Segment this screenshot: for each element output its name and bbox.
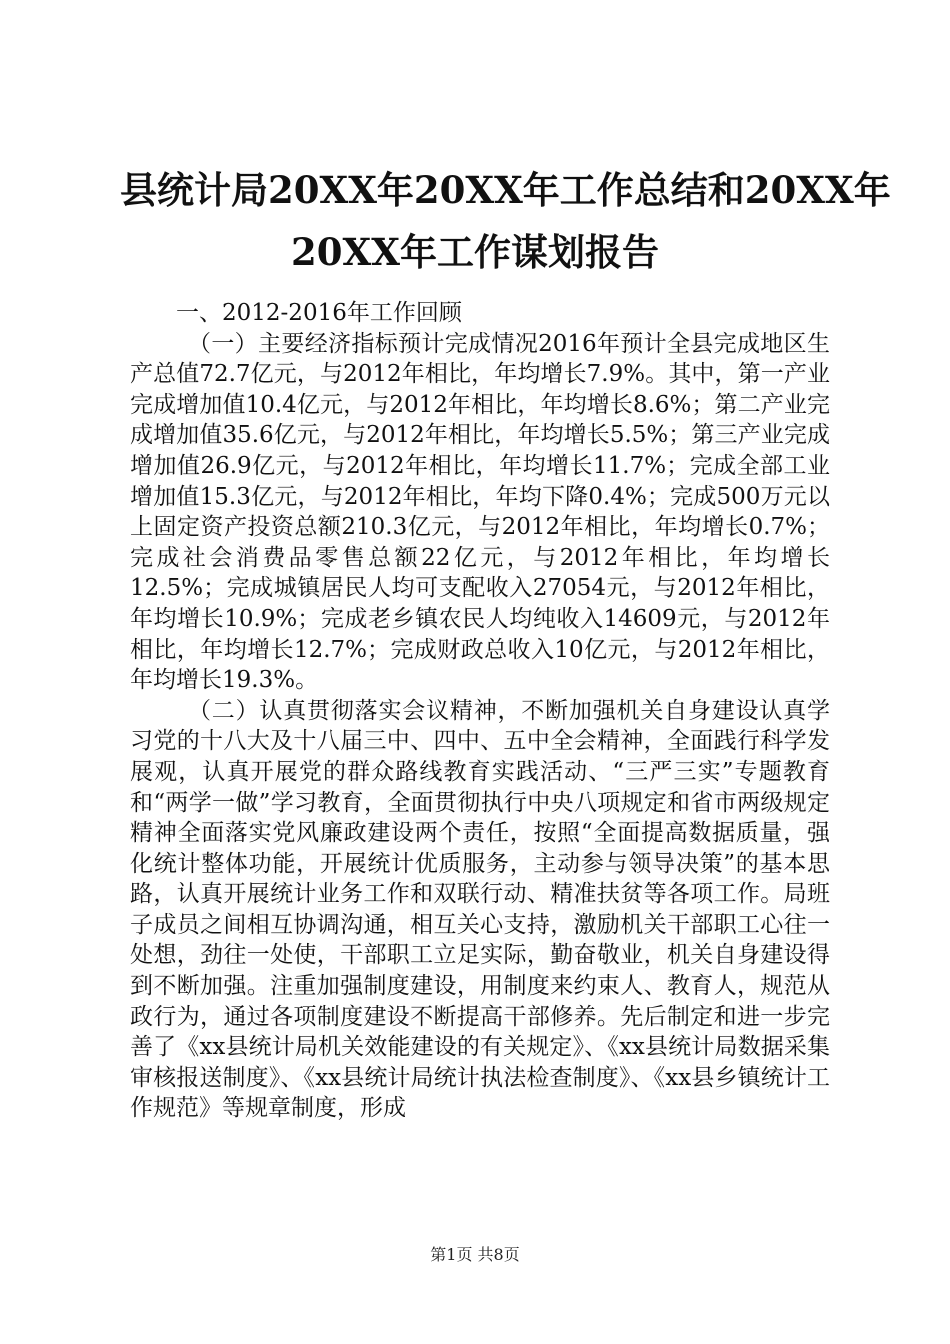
page-footer: 第1页 共8页 (430, 1245, 520, 1264)
document-body (130, 298, 830, 1124)
section-heading: 一、2012-2016年工作回顾 (176, 300, 462, 326)
paragraph-organization-building: （二）认真贯彻落实会议精神，不断加强机关自身建设认真学习党的十八大及十八届三中、四中、五中全会精神，全面践行科学发展观，认真开展党的群众路线教育实践活动、“三严三实”专题教育和“两学一做”学习教育，全面贯彻执行中央八项规定和省市两级规定精神全面落实党风廉政建设两个责任，按照“全面提高数据质量，强化统计整体功能，开展统计优质服务，主动参与领导决策”的基本思路，认真开展统计业务工作和双联行动、精准扶贫等各项工作。局班子成员之间相互协调沟通，相互关心支持，激励机关干部职工心往一处想，劲往一处使，干部职工立足实际，勤奋敬业，机关自身建设得到不断加强。注重加强制度建设，用制度来约束人、教育人，规范从政行为，通过各项制度建设不断提高干部修养。先后制定和进一步完善了《xx县统计局机关效能建设的有关规定》、《xx县统计局数据采集审核报送制度》、《xx县统计局统计执法检查制度》、《xx县乡镇统计工作规范》等规章制度，形成 (130, 697, 830, 1122)
document-title-line1: 县统计局20XX年20XX年工作总结和20XX年 (120, 168, 891, 212)
paragraph-economic-indicators: （一）主要经济指标预计完成情况2016年预计全县完成地区生产总值72.7亿元，与2012年相比，年均增长7.9%。其中，第一产业完成增加值10.4亿元，与2012年相比，年均增长8.6%；第二产业完成增加值35.6亿元，与2012年相比，年均增长5.5%；第三产业完成增加值26.9亿元，与2012年相比，年均增长11.7%；完成全部工业增加值15.3亿元，与2012年相比，年均下降0.4%；完成500万元以上固定资产投资总额210.3亿元，与2012年相比，年均增长0.7%；完成社会消费品零售总额22亿元，与2012年相比，年均增长12.5%；完成城镇居民人均可支配收入27054元，与2012年相比，年均增长10.9%；完成老乡镇农民人均纯收入14609元，与2012年相比，年均增长12.7%；完成财政总收入10亿元，与2012年相比，年均增长19.3%。 (130, 330, 830, 694)
document-title-line2: 20XX年工作谋划报告 (291, 230, 659, 274)
